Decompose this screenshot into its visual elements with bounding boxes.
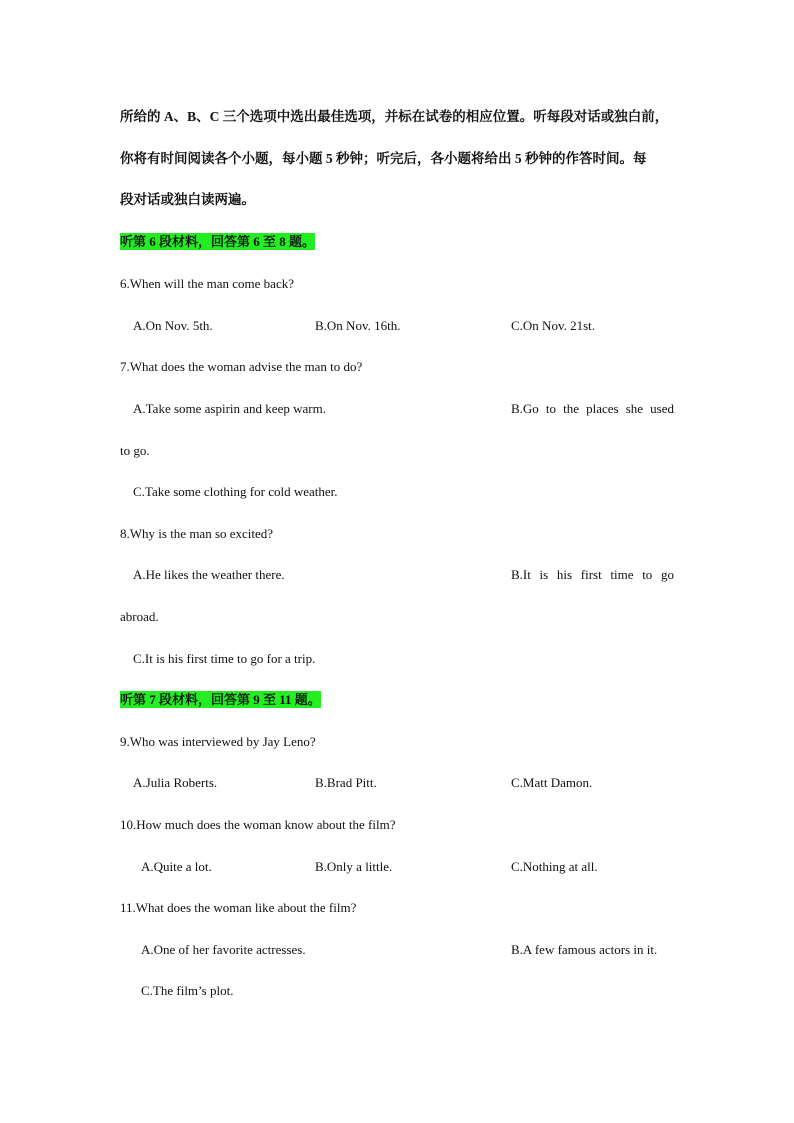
question-6: 6.When will the man come back? xyxy=(120,276,294,291)
q11-option-c: C.The film’s plot. xyxy=(141,983,234,998)
q9-option-b: B.Brad Pitt. xyxy=(315,775,377,790)
question-11: 11.What does the woman like about the film? xyxy=(120,900,357,915)
section-heading-2 xyxy=(120,691,321,709)
section-heading-1 xyxy=(120,233,315,251)
q7-option-b-continued: to go. xyxy=(120,443,150,458)
q7-option-a: A.Take some aspirin and keep warm. xyxy=(133,401,326,416)
question-7: 7.What does the woman advise the man to do? xyxy=(120,359,363,374)
q7-option-c: C.Take some clothing for cold weather. xyxy=(133,484,338,499)
q7-option-b: B.Go to the places she used xyxy=(511,401,674,416)
q10-option-b: B.Only a little. xyxy=(315,859,393,874)
q10-option-c: C.Nothing at all. xyxy=(511,859,598,874)
q11-option-a: A.One of her favorite actresses. xyxy=(141,942,306,957)
q8-option-a: A.He likes the weather there. xyxy=(133,567,285,582)
section-heading-2-text: 听第 7 段材料，回答第 9 至 11 题。 xyxy=(120,692,321,707)
question-9: 9.Who was interviewed by Jay Leno? xyxy=(120,734,316,749)
q10-option-a: A.Quite a lot. xyxy=(141,859,212,874)
question-8: 8.Why is the man so excited? xyxy=(120,526,274,541)
q8-option-b-continued: abroad. xyxy=(120,609,159,624)
section-heading-1-text: 听第 6 段材料，回答第 6 至 8 题。 xyxy=(120,234,316,249)
q8-option-c: C.It is his first time to go for a trip. xyxy=(133,651,316,666)
q6-option-a: A.On Nov. 5th. xyxy=(133,318,213,333)
intro-line-1: 所给的 A、B、C 三个选项中选出最佳选项，并标在试卷的相应位置。听每段对话或独白前， xyxy=(120,109,669,124)
q9-option-c: C.Matt Damon. xyxy=(511,775,593,790)
q6-option-c: C.On Nov. 21st. xyxy=(511,318,596,333)
intro-line-3: 段对话或独白读两遍。 xyxy=(120,192,255,207)
q9-option-a: A.Julia Roberts. xyxy=(133,775,218,790)
intro-line-2: 你将有时间阅读各个小题，每小题 5 秒钟；听完后，各小题将给出 5 秒钟的作答时间。每 xyxy=(120,151,647,166)
question-10: 10.How much does the woman know about the film? xyxy=(120,817,396,832)
q8-option-b: B.It is his first time to go xyxy=(511,567,674,582)
q11-option-b: B.A few famous actors in it. xyxy=(511,942,658,957)
q6-option-b: B.On Nov. 16th. xyxy=(315,318,401,333)
